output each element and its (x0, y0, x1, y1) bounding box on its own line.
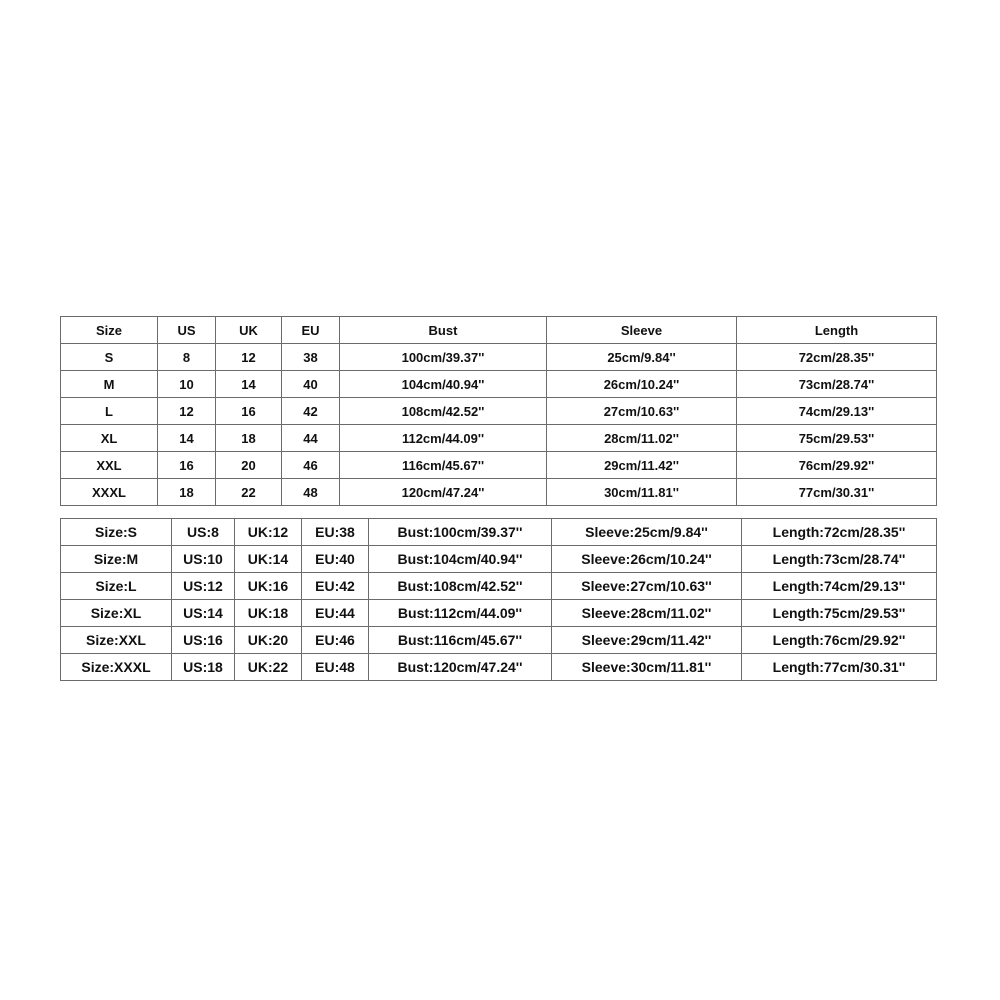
table-cell: 77cm/30.31'' (737, 479, 937, 506)
table-cell: EU:44 (302, 600, 369, 627)
table-cell: 104cm/40.94'' (340, 371, 547, 398)
table-cell: 25cm/9.84'' (547, 344, 737, 371)
table-cell: EU:46 (302, 627, 369, 654)
table-cell: 16 (216, 398, 282, 425)
table-cell: Length:76cm/29.92'' (742, 627, 937, 654)
table-cell: XXL (61, 452, 158, 479)
table-row (61, 600, 937, 627)
table-row (61, 452, 937, 479)
table-cell: Sleeve:26cm/10.24'' (552, 546, 742, 573)
table-cell: 46 (282, 452, 340, 479)
table-cell: Sleeve:27cm/10.63'' (552, 573, 742, 600)
table-cell: 18 (158, 479, 216, 506)
header-cell: Sleeve (547, 317, 737, 344)
table-cell: 12 (158, 398, 216, 425)
table-cell: 74cm/29.13'' (737, 398, 937, 425)
table-cell: 20 (216, 452, 282, 479)
table-cell: 120cm/47.24'' (340, 479, 547, 506)
table-cell: 76cm/29.92'' (737, 452, 937, 479)
table-row (61, 627, 937, 654)
table-cell: Bust:120cm/47.24'' (369, 654, 552, 681)
table-cell: 40 (282, 371, 340, 398)
table-cell: 14 (158, 425, 216, 452)
table-cell: 14 (216, 371, 282, 398)
table-cell: EU:38 (302, 519, 369, 546)
table-cell: US:8 (172, 519, 235, 546)
table-cell: Bust:116cm/45.67'' (369, 627, 552, 654)
table-cell: XXXL (61, 479, 158, 506)
table-row (61, 546, 937, 573)
table-row (61, 344, 937, 371)
table-row (61, 371, 937, 398)
table-cell: EU:42 (302, 573, 369, 600)
table-cell: Length:77cm/30.31'' (742, 654, 937, 681)
table-cell: M (61, 371, 158, 398)
table-cell: Bust:108cm/42.52'' (369, 573, 552, 600)
table-cell: 12 (216, 344, 282, 371)
table-cell: XL (61, 425, 158, 452)
table-cell: UK:20 (235, 627, 302, 654)
table-cell: UK:12 (235, 519, 302, 546)
table-cell: Size:L (61, 573, 172, 600)
header-cell: Length (737, 317, 937, 344)
table-cell: EU:40 (302, 546, 369, 573)
table-cell: 72cm/28.35'' (737, 344, 937, 371)
table-cell: Sleeve:28cm/11.02'' (552, 600, 742, 627)
table-cell: Size:S (61, 519, 172, 546)
table-cell: 26cm/10.24'' (547, 371, 737, 398)
table-cell: US:18 (172, 654, 235, 681)
table-cell: 75cm/29.53'' (737, 425, 937, 452)
table-cell: 30cm/11.81'' (547, 479, 737, 506)
table-cell: S (61, 344, 158, 371)
table-row (61, 479, 937, 506)
size-chart-labeled-table (60, 518, 937, 681)
table-cell: UK:18 (235, 600, 302, 627)
table-cell: Length:74cm/29.13'' (742, 573, 937, 600)
table-cell: Size:XL (61, 600, 172, 627)
table-cell: Length:72cm/28.35'' (742, 519, 937, 546)
table-cell: Length:73cm/28.74'' (742, 546, 937, 573)
table-row (61, 519, 937, 546)
table-cell: US:14 (172, 600, 235, 627)
table-cell: 112cm/44.09'' (340, 425, 547, 452)
table-cell: 48 (282, 479, 340, 506)
table-cell: Sleeve:29cm/11.42'' (552, 627, 742, 654)
table-cell: 116cm/45.67'' (340, 452, 547, 479)
table-cell: 29cm/11.42'' (547, 452, 737, 479)
table-cell: US:16 (172, 627, 235, 654)
table-row (61, 398, 937, 425)
size-chart-table (60, 316, 937, 506)
table-cell: 42 (282, 398, 340, 425)
table-cell: Bust:100cm/39.37'' (369, 519, 552, 546)
table-cell: 38 (282, 344, 340, 371)
table-cell: 10 (158, 371, 216, 398)
table-cell: US:12 (172, 573, 235, 600)
header-cell: EU (282, 317, 340, 344)
table-cell: Sleeve:30cm/11.81'' (552, 654, 742, 681)
table-row (61, 425, 937, 452)
table-cell: Size:M (61, 546, 172, 573)
table-cell: Bust:104cm/40.94'' (369, 546, 552, 573)
table-cell: Bust:112cm/44.09'' (369, 600, 552, 627)
table-cell: UK:14 (235, 546, 302, 573)
table-row (61, 654, 937, 681)
table-cell: 28cm/11.02'' (547, 425, 737, 452)
table-cell: US:10 (172, 546, 235, 573)
table-cell: L (61, 398, 158, 425)
table-cell: 18 (216, 425, 282, 452)
table-cell: 73cm/28.74'' (737, 371, 937, 398)
table-cell: 27cm/10.63'' (547, 398, 737, 425)
table-cell: 16 (158, 452, 216, 479)
table-cell: UK:16 (235, 573, 302, 600)
table-cell: 8 (158, 344, 216, 371)
table-cell: EU:48 (302, 654, 369, 681)
header-cell: UK (216, 317, 282, 344)
header-row (61, 317, 937, 344)
table-cell: 44 (282, 425, 340, 452)
table-cell: UK:22 (235, 654, 302, 681)
table-cell: Length:75cm/29.53'' (742, 600, 937, 627)
table-cell: 22 (216, 479, 282, 506)
header-cell: US (158, 317, 216, 344)
header-cell: Bust (340, 317, 547, 344)
table-cell: 100cm/39.37'' (340, 344, 547, 371)
header-cell: Size (61, 317, 158, 344)
table-cell: Size:XXXL (61, 654, 172, 681)
table-cell: Size:XXL (61, 627, 172, 654)
table-cell: 108cm/42.52'' (340, 398, 547, 425)
table-cell: Sleeve:25cm/9.84'' (552, 519, 742, 546)
table-row (61, 573, 937, 600)
